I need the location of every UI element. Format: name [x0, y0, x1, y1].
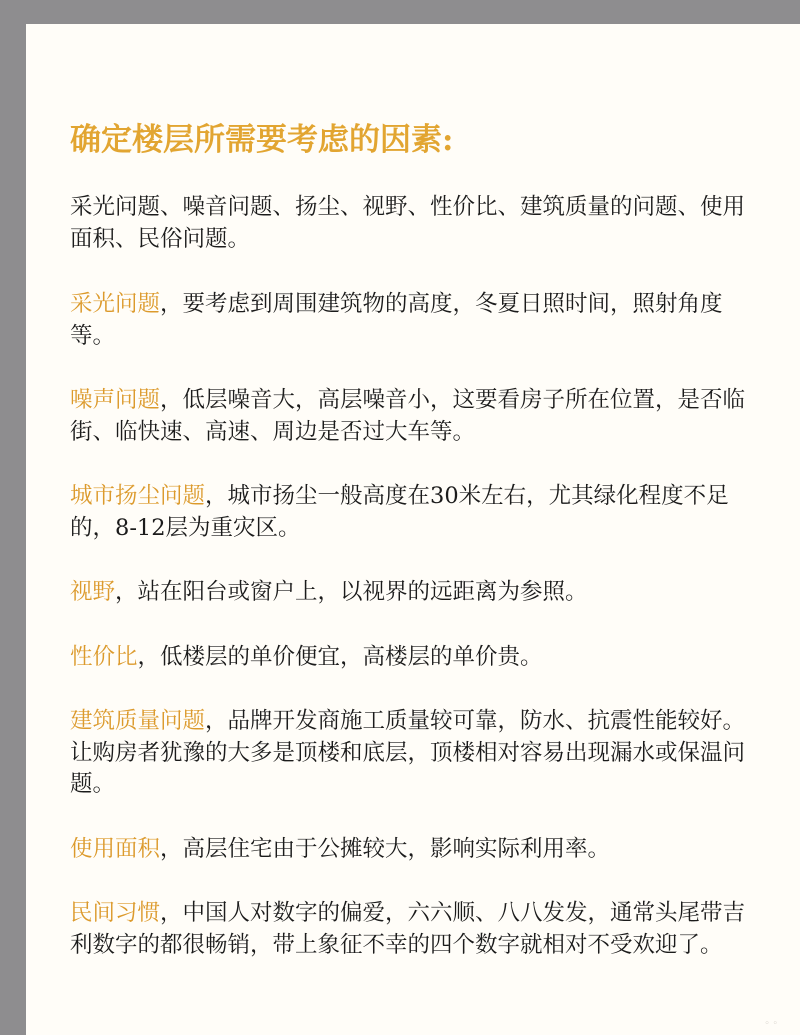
factor-paragraph-quality — [70, 706, 760, 801]
intro-paragraph: 采光问题、噪音问题、扬尘、视野、性价比、建筑质量的问题、使用面积、民俗问题。 — [70, 194, 746, 252]
factor-paragraph-noise — [70, 385, 760, 448]
factor-keyword: 民间习惯 — [70, 900, 161, 926]
factor-keyword: 噪声问题 — [70, 387, 161, 413]
factor-text: ，站在阳台或窗户上，以视界的远距离为参照。 — [115, 579, 588, 605]
factor-keyword: 视野 — [70, 579, 116, 605]
factor-paragraph-value — [70, 642, 760, 674]
factor-paragraph-dust — [70, 481, 760, 544]
factor-text: ，品牌开发商施工质量较可靠，防水、抗震性能较好。让购房者犹豫的大多是顶楼和底层，顶楼相对容易出现漏水或保温问题。 — [70, 708, 746, 797]
factor-paragraph-view — [70, 577, 760, 609]
factor-text: ，城市扬尘一般高度在30米左右，尤其绿化程度不足的，8-12层为重灾区。 — [70, 483, 729, 541]
watermark-mark: ◦ ◦ — [764, 1019, 778, 1029]
factor-keyword: 建筑质量问题 — [70, 708, 206, 734]
factor-keyword: 城市扬尘问题 — [70, 483, 206, 509]
document-body — [70, 192, 760, 994]
factor-keyword: 使用面积 — [70, 835, 161, 862]
factor-paragraph-custom — [70, 898, 760, 961]
factor-text: ，低层噪音大，高层噪音小，这要看房子所在位置，是否临街、临快速、高速、周边是否过大车等。 — [70, 387, 746, 445]
factor-paragraph-area — [70, 834, 760, 866]
factor-keyword: 采光问题 — [70, 291, 161, 317]
factor-text: ，低楼层的单价便宜，高楼层的单价贵。 — [137, 643, 543, 670]
factor-paragraph-lighting — [70, 289, 760, 352]
document-card — [26, 24, 800, 1035]
factor-keyword: 性价比 — [70, 643, 138, 670]
factor-text: ，要考虑到周围建筑物的高度，冬夏日照时间，照射角度等。 — [70, 291, 723, 349]
factor-text: ，中国人对数字的偏爱，六六顺、八八发发，通常头尾带吉利数字的都很畅销，带上象征不幸的四个数字就相对不受欢迎了。 — [70, 900, 746, 958]
document-title: 确定楼层所需要考虑的因素: — [70, 122, 454, 158]
factor-text: ，高层住宅由于公摊较大，影响实际利用率。 — [160, 835, 611, 862]
